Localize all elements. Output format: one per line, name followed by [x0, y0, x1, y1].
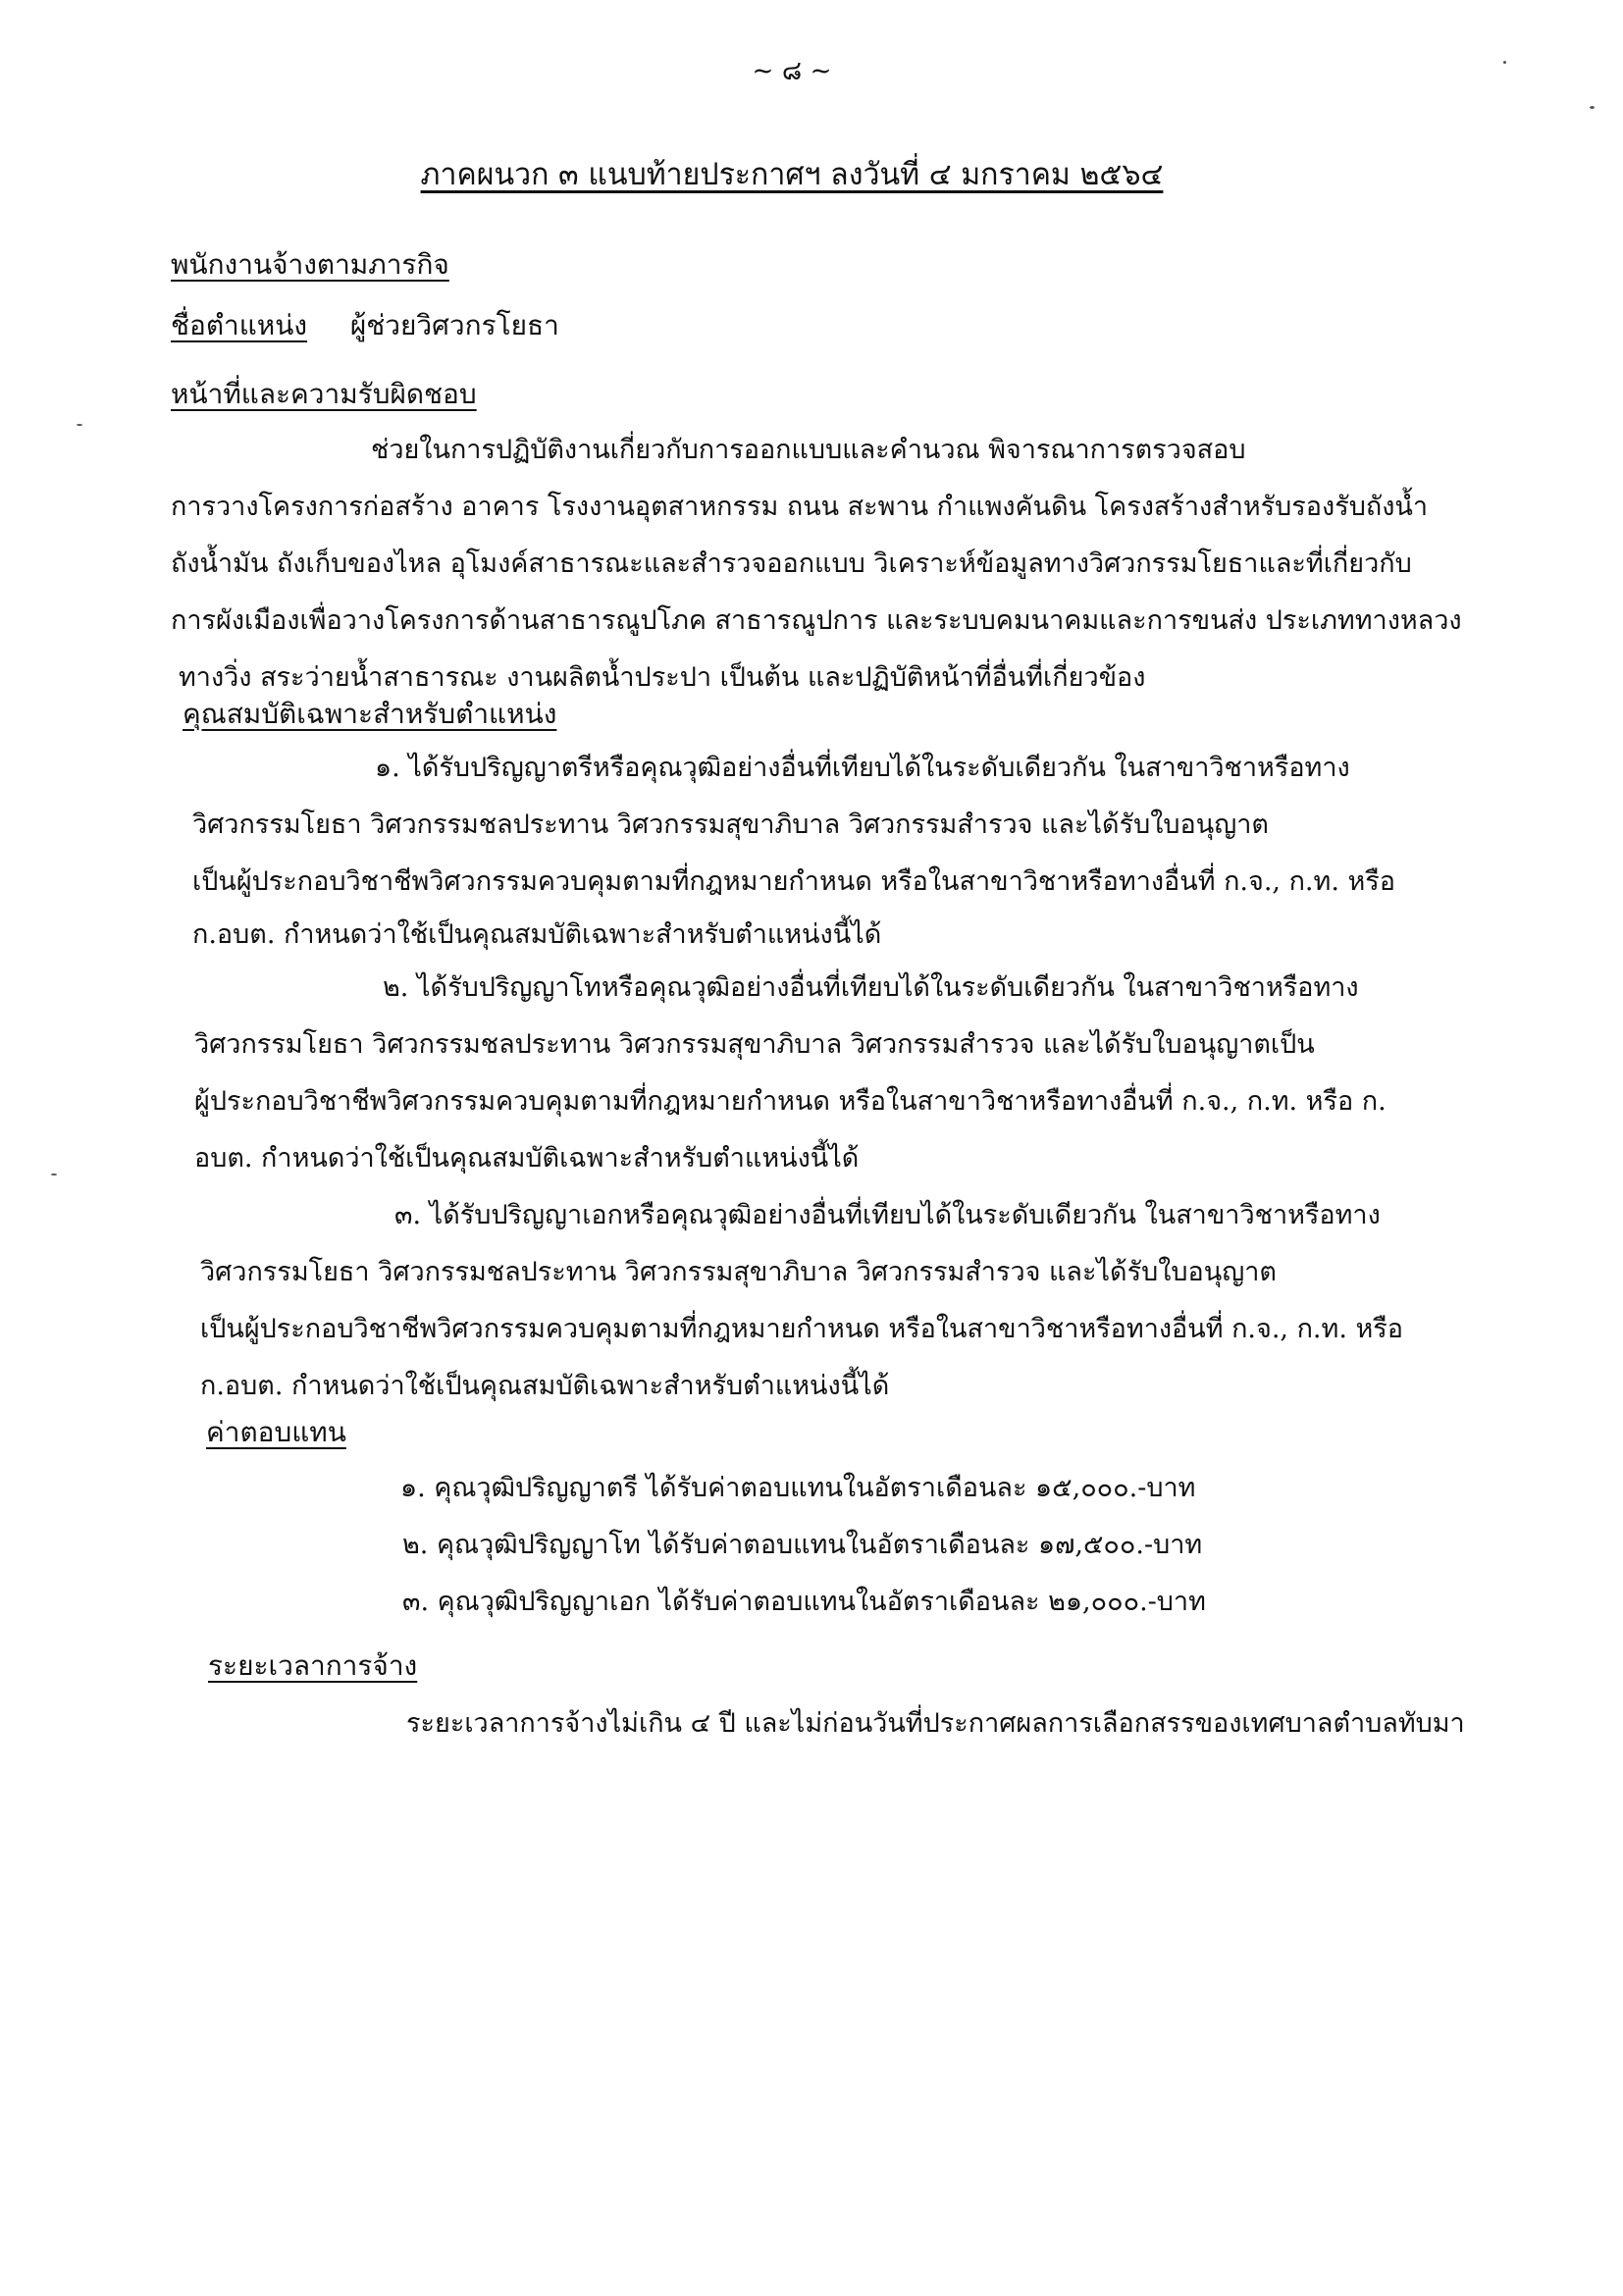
position-row	[171, 304, 559, 347]
qualification-line: วิศวกรรมโยธา วิศวกรรมชลประทาน วิศวกรรมสุขาภิบาล วิศวกรรมสำรวจ และได้รับใบอนุญาตเป็น	[194, 1029, 1315, 1060]
compensation-item: ๒. คุณวุฒิปริญญาโท ได้รับค่าตอบแทนในอัตราเดือนละ ๑๗,๕๐๐.-บาท	[402, 1530, 1203, 1560]
duties-line: ถังน้ำมัน ถังเก็บของไหล อุโมงค์สาธารณะและสำรวจออกแบบ วิเคราะห์ข้อมูลทางวิศวกรรมโยธาและที่เกี่ยวกับ	[171, 548, 1412, 579]
qualification-line: ก.อบต. กำหนดว่าใช้เป็นคุณสมบัติเฉพาะสำหรับตำแหน่งนี้ได้	[192, 919, 882, 950]
qualifications-heading: คุณสมบัติเฉพาะสำหรับตำแหน่ง	[183, 698, 557, 730]
page-number: ~ ๘ ~	[752, 56, 832, 86]
qualification-line: เป็นผู้ประกอบวิชาชีพวิศวกรรมควบคุมตามที่กฎหมายกำหนด หรือในสาขาวิชาหรือทางอื่นที่ ก.จ., ก.ท. หรือ	[192, 866, 1395, 897]
compensation-heading: ค่าตอบแทน	[206, 1416, 346, 1448]
compensation-item: ๑. คุณวุฒิปริญญาตรี ได้รับค่าตอบแทนในอัตราเดือนละ ๑๕,๐๐๐.-บาท	[400, 1473, 1196, 1503]
qualification-line: วิศวกรรมโยธา วิศวกรรมชลประทาน วิศวกรรมสุขาภิบาล วิศวกรรมสำรวจ และได้รับใบอนุญาต	[192, 809, 1269, 840]
qualification-line: ๒. ได้รับปริญญาโทหรือคุณวุฒิอย่างอื่นที่เทียบได้ในระดับเดียวกัน ในสาขาวิชาหรือทาง	[383, 972, 1359, 1003]
position-value: ผู้ช่วยวิศวกรโยธา	[349, 309, 559, 341]
duties-line: ทางวิ่ง สระว่ายน้ำสาธารณะ งานผลิตน้ำประปา เป็นต้น และปฏิบัติหน้าที่อื่นที่เกี่ยวข้อง	[179, 662, 1146, 693]
scan-speck	[77, 424, 82, 426]
qualification-line: ๑. ได้รับปริญญาตรีหรือคุณวุฒิอย่างอื่นที่เทียบได้ในระดับเดียวกัน ในสาขาวิชาหรือทาง	[375, 753, 1350, 783]
qualification-line: ผู้ประกอบวิชาชีพวิศวกรรมควบคุมตามที่กฎหมายกำหนด หรือในสาขาวิชาหรือทางอื่นที่ ก.จ., ก.ท. หรือ ก.	[194, 1086, 1387, 1117]
duties-heading: หน้าที่และความรับผิดชอบ	[171, 378, 477, 410]
qualification-line: ก.อบต. กำหนดว่าใช้เป็นคุณสมบัติเฉพาะสำหรับตำแหน่งนี้ได้	[200, 1371, 890, 1401]
position-label: ชื่อตำแหน่ง	[171, 309, 308, 341]
qualification-line: ๓. ได้รับปริญญาเอกหรือคุณวุฒิอย่างอื่นที่เทียบได้ในระดับเดียวกัน ในสาขาวิชาหรือทาง	[394, 1200, 1381, 1230]
scan-speck	[51, 1174, 57, 1175]
page-title: ภาคผนวก ๓ แนบท้ายประกาศฯ ลงวันที่ ๔ มกราคม ๒๕๖๔	[420, 157, 1164, 192]
qualification-line: เป็นผู้ประกอบวิชาชีพวิศวกรรมควบคุมตามที่กฎหมายกำหนด หรือในสาขาวิชาหรือทางอื่นที่ ก.จ., ก.ท. หรือ	[200, 1314, 1403, 1344]
scan-speck	[1590, 106, 1595, 109]
qualification-line: วิศวกรรมโยธา วิศวกรรมชลประทาน วิศวกรรมสุขาภิบาล วิศวกรรมสำรวจ และได้รับใบอนุญาต	[200, 1257, 1277, 1287]
employment-period-heading: ระยะเวลาการจ้าง	[208, 1649, 418, 1682]
employee-type-heading: พนักงานจ้างตามภารกิจ	[171, 248, 449, 281]
duties-line: การวางโครงการก่อสร้าง อาคาร โรงงานอุตสาหกรรม ถนน สะพาน กำแพงคันดิน โครงสร้างสำหรับรองรับถังน้ำ	[171, 492, 1428, 522]
scan-speck	[1503, 61, 1506, 64]
qualification-line: อบต. กำหนดว่าใช้เป็นคุณสมบัติเฉพาะสำหรับตำแหน่งนี้ได้	[194, 1143, 860, 1174]
duties-line: การผังเมืองเพื่อวางโครงการด้านสาธารณูปโภค สาธารณูปการ และระบบคมนาคมและการขนส่ง ประเภททางหลวง	[171, 605, 1462, 636]
employment-period-text: ระยะเวลาการจ้างไม่เกิน ๔ ปี และไม่ก่อนวันที่ประกาศผลการเลือกสรรของเทศบาลตำบลทับมา	[406, 1708, 1465, 1739]
compensation-item: ๓. คุณวุฒิปริญญาเอก ได้รับค่าตอบแทนในอัตราเดือนละ ๒๑,๐๐๐.-บาท	[402, 1587, 1206, 1617]
duties-line: ช่วยในการปฏิบัติงานเกี่ยวกับการออกแบบและคำนวณ พิจารณาการตรวจสอบ	[371, 435, 1246, 465]
